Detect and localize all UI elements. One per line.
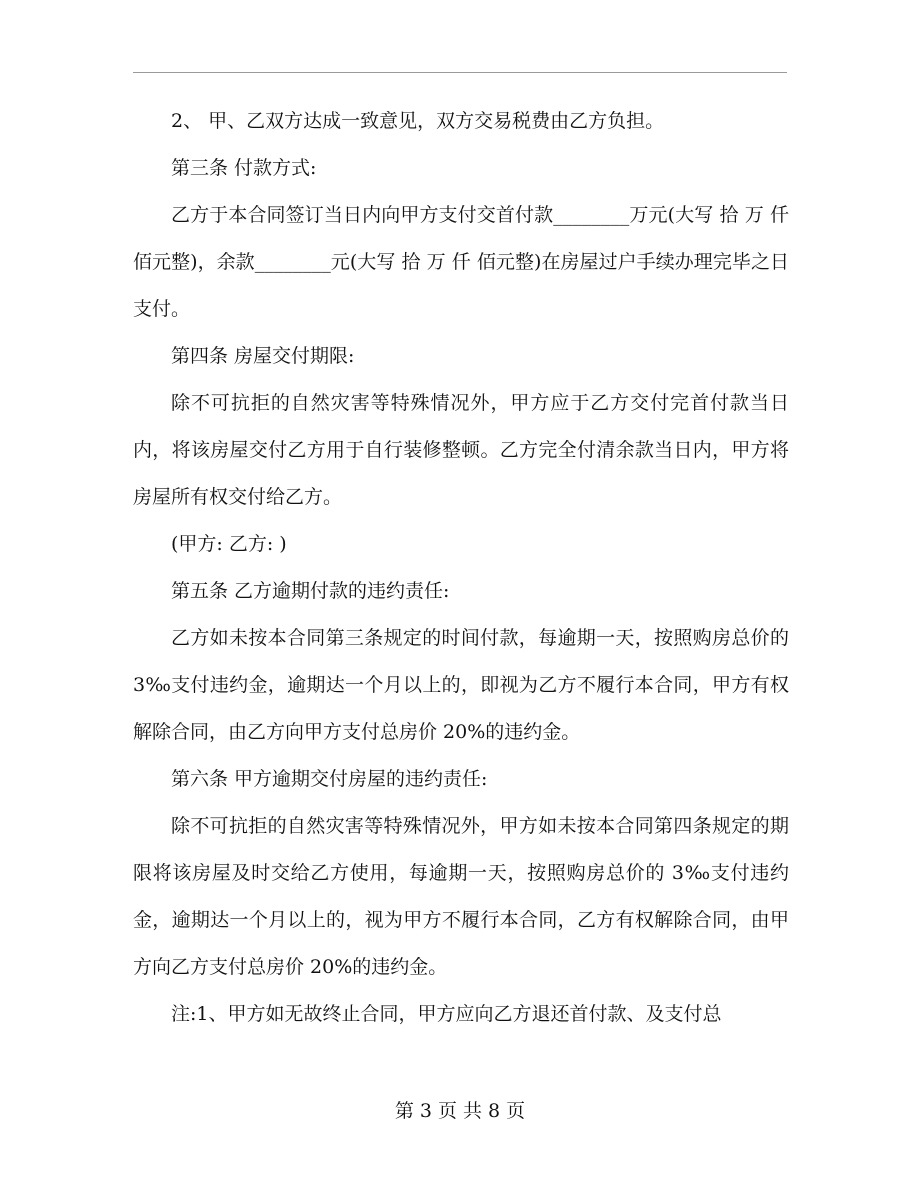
article-6-heading: 第六条 甲方逾期交付房屋的违约责任:: [171, 768, 488, 790]
article-4-body: 除不可抗拒的自然灾害等特殊情况外，甲方应于乙方交付完首付款当日内，将该房屋交付乙方用于自行装修整顿。乙方完全付清余款当日内，甲方将房屋所有权交付给乙方。: [133, 392, 789, 508]
article-3-body: 乙方于本合同签订当日内向甲方支付交首付款________万元(大写 拾 万 仟 佰元整)，余款________元(大写 拾 万 仟 佰元整)在房屋过户手续办理完毕之日支付。: [133, 204, 789, 320]
article-5-body: 乙方如未按本合同第三条规定的时间付款，每逾期一天，按照购房总价的 3‰支付违约金，逾期达一个月以上的，即视为乙方不履行本合同，甲方有权解除合同，由乙方向甲方支付总房价 20%的违约金。: [133, 627, 789, 743]
article-4-heading: 第四条 房屋交付期限:: [171, 345, 355, 367]
signature-note: (甲方: 乙方: ): [171, 533, 287, 555]
article-5-heading: 第五条 乙方逾期付款的违约责任:: [171, 580, 450, 602]
clause-tax-burden: 2、 甲、乙双方达成一致意见，双方交易税费由乙方负担。: [171, 110, 665, 132]
article-3-heading: 第三条 付款方式:: [171, 157, 317, 179]
note-1: 注:1、甲方如无故终止合同，甲方应向乙方退还首付款、及支付总: [171, 1003, 722, 1025]
header-rule: [133, 72, 787, 73]
document-body: [133, 98, 789, 1038]
article-6-body: 除不可抗拒的自然灾害等特殊情况外，甲方如未按本合同第四条规定的期限将该房屋及时交给乙方使用，每逾期一天，按照购房总价的 3‰支付违约金，逾期达一个月以上的，视为甲方不履行本合同，乙方有权解除合同，由甲方向乙方支付总房价 20%的违约金。: [133, 815, 789, 978]
page-number: 第 3 页 共 8 页: [394, 1100, 526, 1122]
